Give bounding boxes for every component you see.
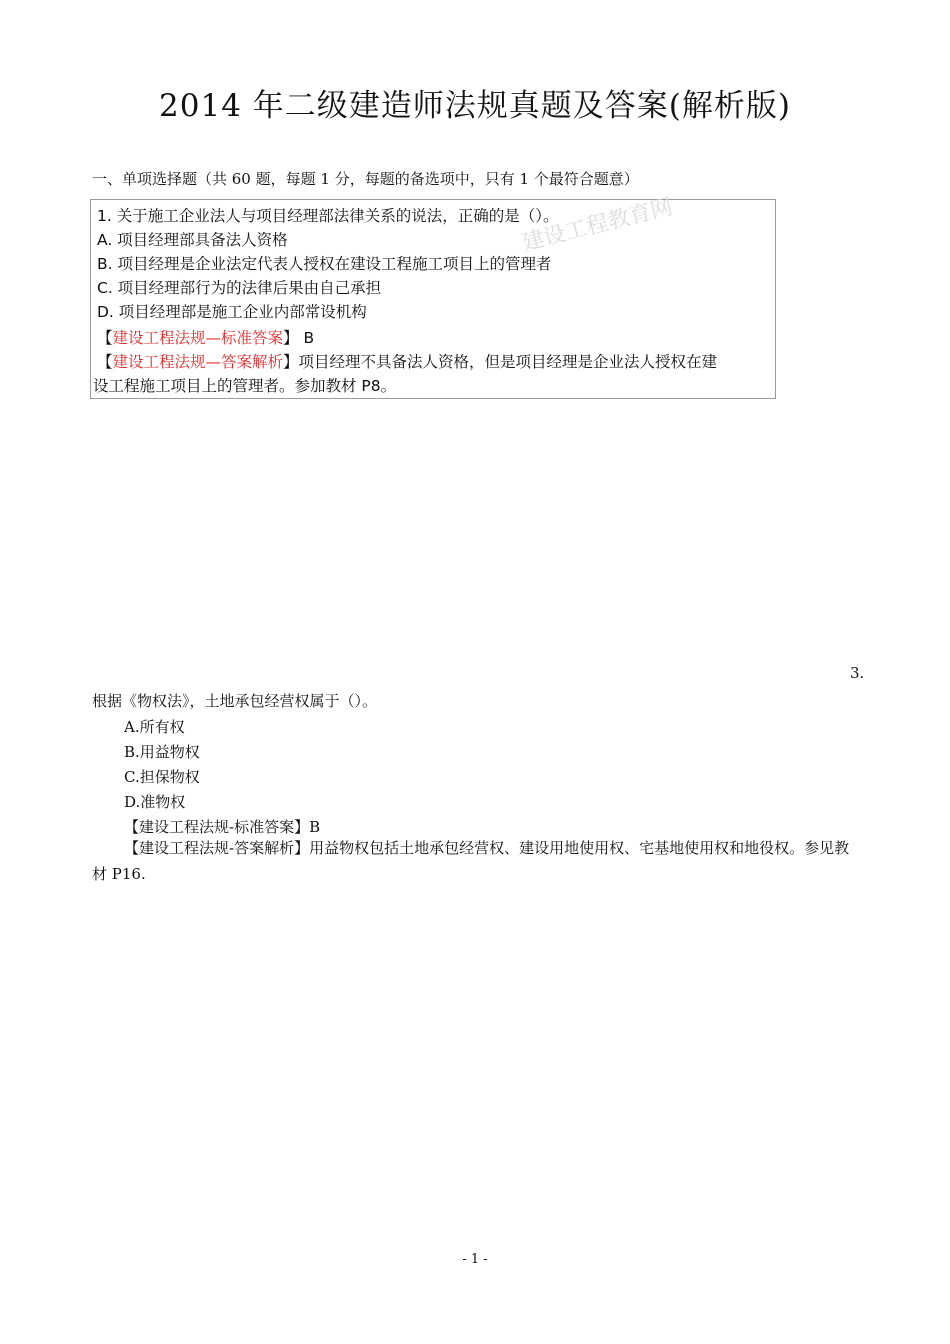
analysis-bracket-close: 】 — [283, 353, 299, 371]
analysis-bracket-open: 【 — [97, 353, 113, 371]
question-3-option-a: A.所有权 — [124, 718, 185, 736]
page-number: - 1 - — [462, 1252, 488, 1267]
question-1-analysis-line2: 设工程施工项目上的管理者。参加教材 P8。 — [93, 377, 397, 395]
question-1-option-b: B. 项目经理是企业法定代表人授权在建设工程施工项目上的管理者 — [97, 255, 552, 273]
question-1-analysis — [97, 350, 717, 372]
question-1-option-a: A. 项目经理部具备法人资格 — [97, 231, 288, 249]
analysis-text-line1: 项目经理不具备法人资格，但是项目经理是企业法人授权在建 — [298, 353, 718, 371]
question-3-answer: 【建设工程法规-标准答案】B — [124, 818, 321, 836]
question-1-option-d: D. 项目经理部是施工企业内部常设机构 — [97, 303, 367, 321]
question-3-option-b: B.用益物权 — [124, 743, 200, 761]
question-3-number: 3. — [850, 664, 865, 682]
question-3-stem: 根据《物权法》，土地承包经营权属于（）。 — [92, 692, 378, 710]
question-1-stem: 1. 关于施工企业法人与项目经理部法律关系的说法，正确的是（）。 — [97, 207, 559, 225]
question-3-option-d: D.准物权 — [124, 793, 186, 811]
question-1-image — [90, 199, 776, 399]
section-heading: 一、单项选择题（共 60 题，每题 1 分，每题的备选项中，只有 1 个最符合题意） — [92, 170, 639, 188]
document-title: 2014 年二级建造师法规真题及答案(解析版) — [159, 88, 791, 124]
answer-bracket-open: 【 — [97, 329, 113, 347]
analysis-label: 建设工程法规—答案解析 — [112, 353, 284, 371]
answer-label: 建设工程法规—标准答案 — [112, 329, 284, 347]
question-1-option-c: C. 项目经理部行为的法律后果由自己承担 — [97, 279, 382, 297]
question-3-option-c: C.担保物权 — [124, 768, 200, 786]
answer-bracket-close: 】 — [283, 329, 299, 347]
watermark-stamp: 建设工程教育网 — [519, 194, 676, 257]
question-1-answer — [97, 326, 314, 348]
answer-value: B — [303, 329, 315, 347]
question-3-analysis: 【建设工程法规-答案解析】用益物权包括土地承包经营权、建设用地使用权、宅基地使用权和地役权。参见教材 P16. — [92, 839, 850, 883]
